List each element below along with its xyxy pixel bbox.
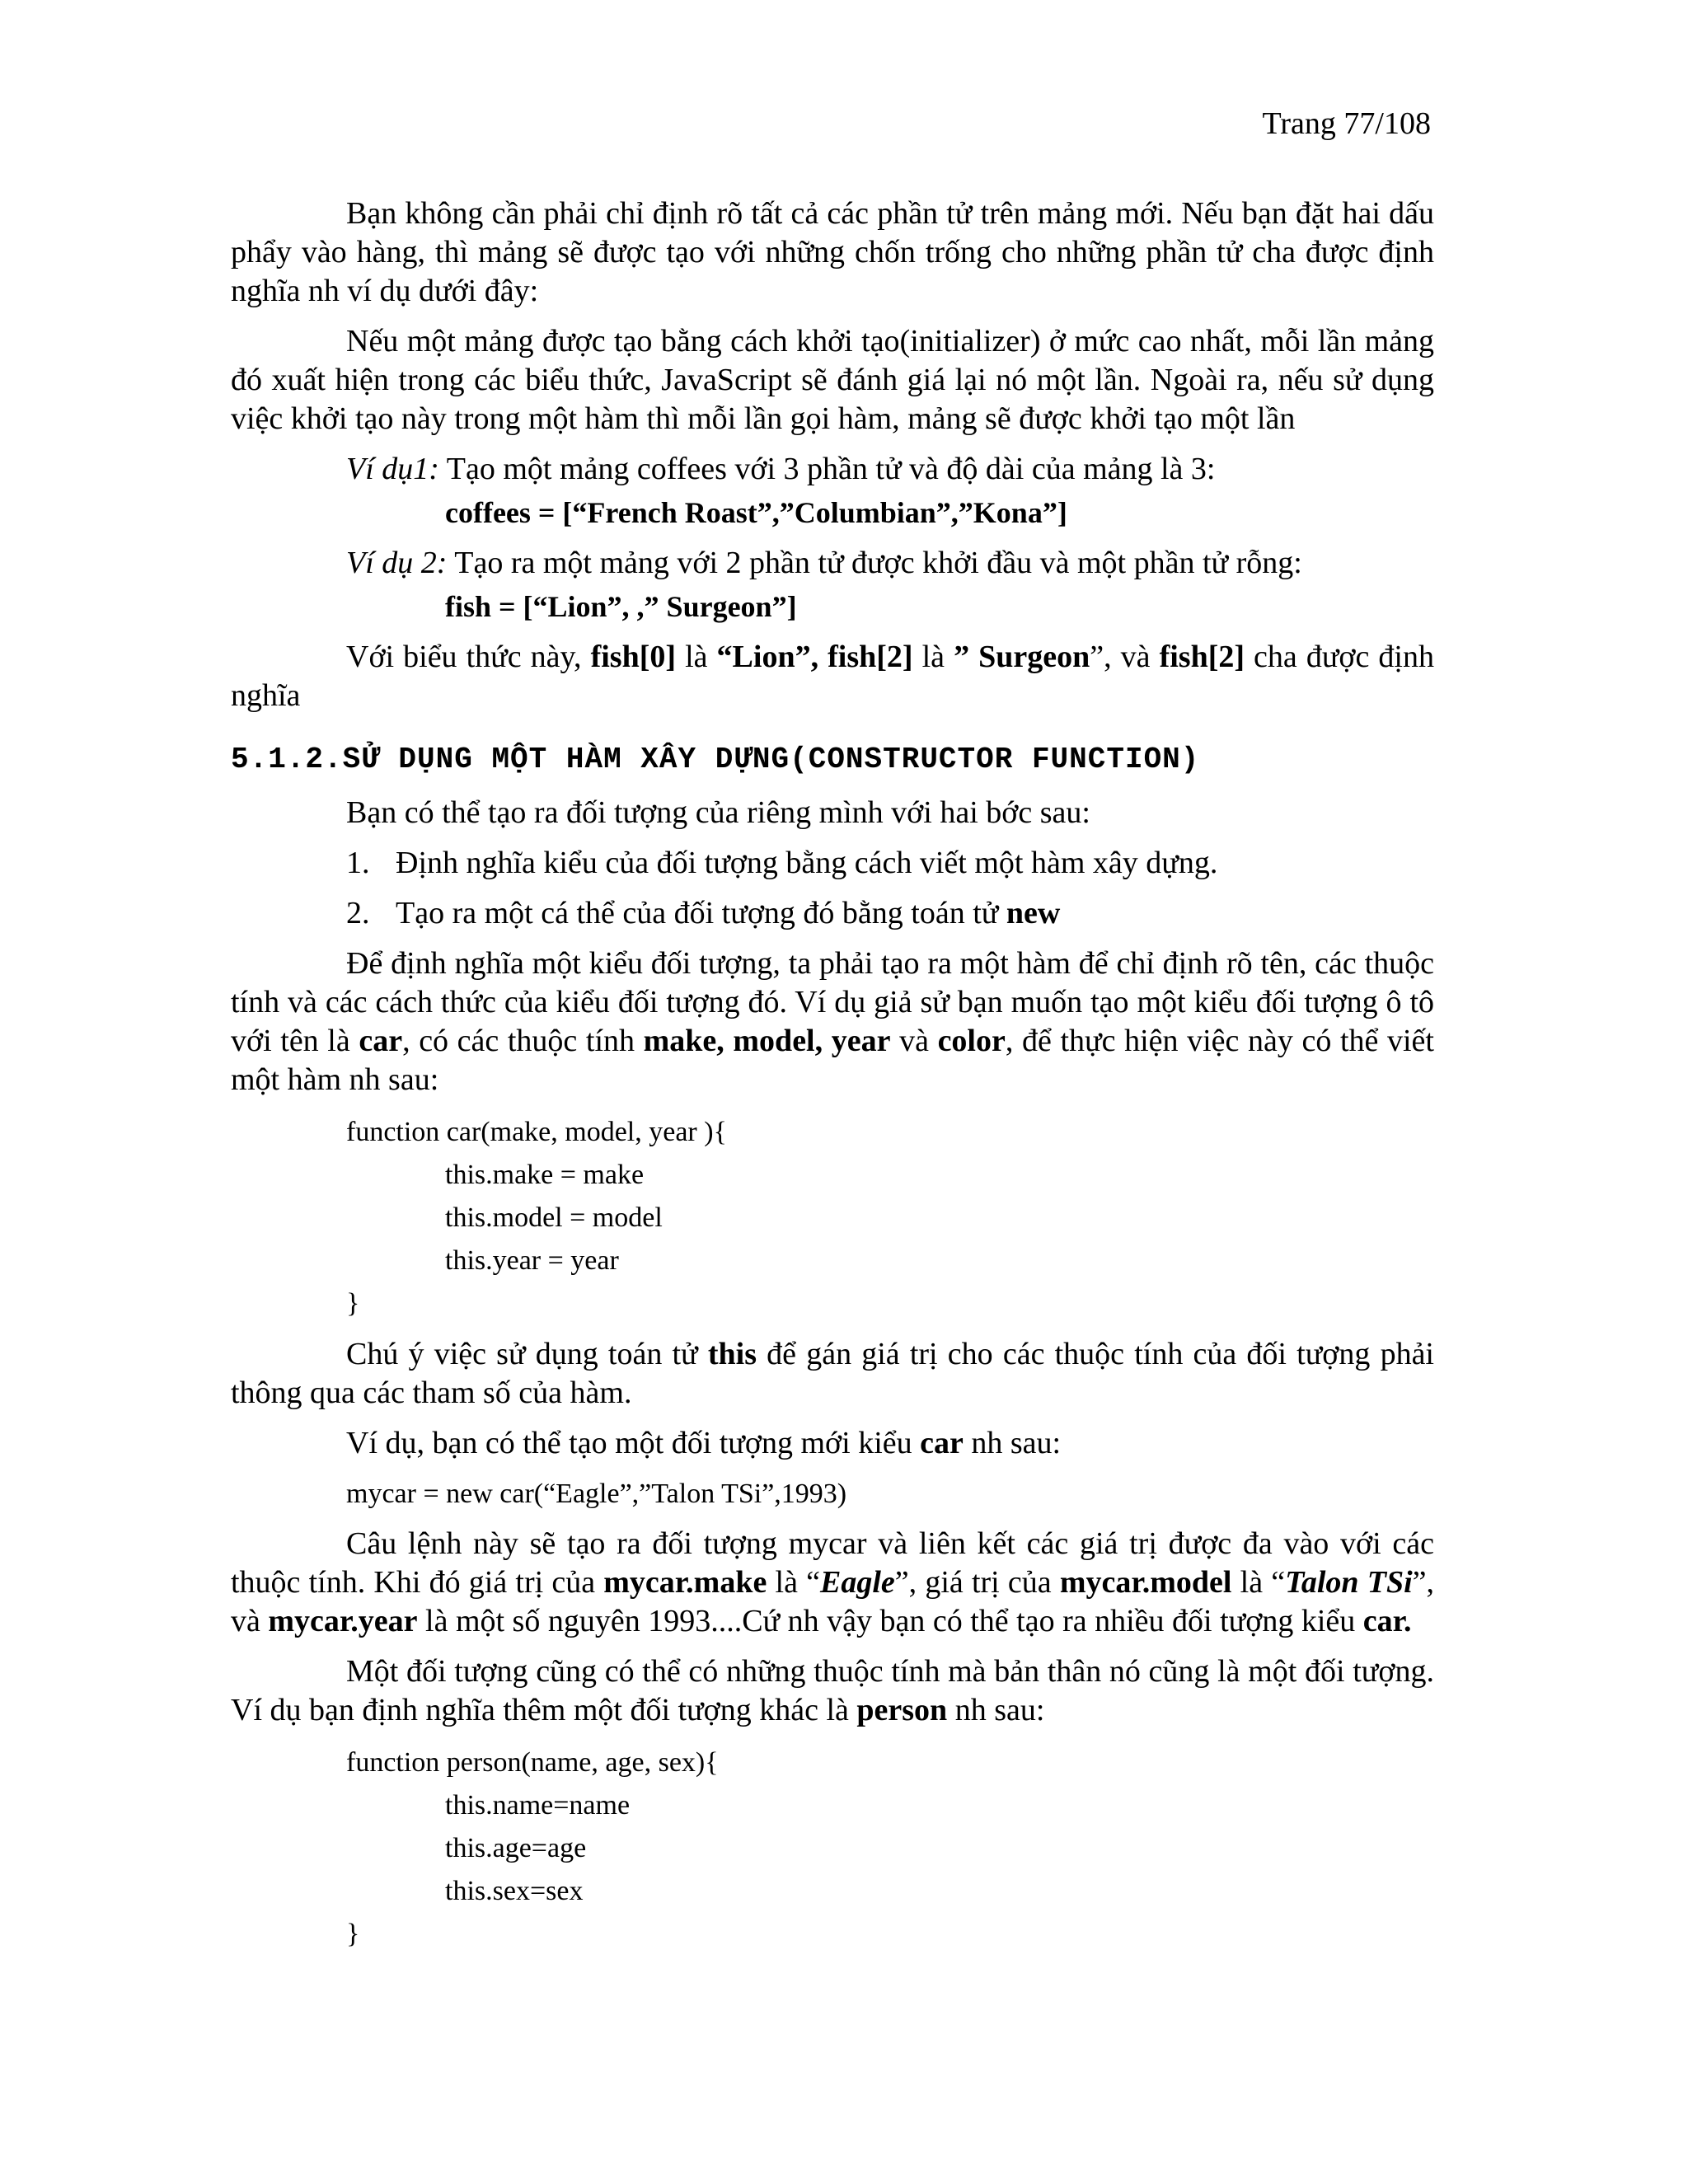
code-block-person [231,1741,1434,1956]
list-item: 1. Định nghĩa kiểu của đối tượng bằng cách viết một hàm xây dựng. [346,846,1218,880]
list-item: 2. Tạo ra một cá thể của đối tượng đó bằng toán tử new [346,896,1061,930]
code-line: this.model = model [445,1202,663,1233]
paragraph: Nếu một mảng được tạo bằng cách khởi tạo(initializer) ở mức cao nhất, mỗi lần mảng đó xuất hiện trong các biểu thức, JavaScript sẽ đánh giá lại nó một lần. Ngoài ra, nếu sử dụng việc khởi tạo này trong một hàm thì mỗi lần gọi hàm, mảng sẽ được khởi tạo một lần [231,324,1434,436]
code-line: this.sex=sex [445,1876,584,1906]
example-2: Ví dụ 2: Tạo ra một mảng với 2 phần tử được khởi đầu và một phần tử rỗng: [346,546,1302,580]
steps-list [231,844,1434,933]
example-1-code: coffees = [“French Roast”,”Columbian”,”Kona”] [445,496,1067,529]
code-line: function car(make, model, year ){ [346,1117,727,1147]
example-label: Ví dụ 2: [346,546,448,580]
paragraph: Bạn không cần phải chỉ định rõ tất cả các phần tử trên mảng mới. Nếu bạn đặt hai dấu phẩy vào hàng, thì mảng sẽ được tạo với những chốn trống cho những phần tử cha được định nghĩa nh ví dụ dưới đây: [231,196,1434,308]
code-line: mycar = new car(“Eagle”,”Talon TSi”,1993) [346,1479,847,1509]
paragraph: Bạn có thể tạo ra đối tượng của riêng mình với hai bớc sau: [346,795,1090,830]
code-line: } [346,1288,360,1319]
code-line: this.age=age [445,1833,587,1863]
page-number: Trang 77/108 [1262,106,1431,141]
code-line: this.name=name [445,1790,631,1821]
paragraph: Chú ý việc sử dụng toán tử this để gán giá trị cho các thuộc tính của đối tượng phải thông qua các tham số của hàm. [231,1337,1434,1410]
paragraph: Để định nghĩa một kiểu đối tượng, ta phải tạo ra một hàm để chỉ định rõ tên, các thuộc tính và các cách thức của kiểu đối tượng đó. Ví dụ giả sử bạn muốn tạo một kiểu đối tượng ô tô với tên là car, có các thuộc tính make, model, year và color, để thực hiện việc này có thể viết một hàm nh sau: [231,946,1434,1097]
paragraph: Câu lệnh này sẽ tạo ra đối tượng mycar và liên kết các giá trị được đa vào với các thuộc tính. Khi đó giá trị của mycar.make là “Eagle”, giá trị của mycar.model là “Talon TSi”, và mycar.year là một số nguyên 1993....Cứ nh vậy bạn có thể tạo ra nhiều đối tượng kiểu car. [231,1526,1435,1638]
code-line: function person(name, age, sex){ [346,1747,719,1778]
page-content [231,194,1434,1966]
code-block-car [231,1111,1434,1325]
code-line: this.year = year [445,1245,619,1276]
example-1: Ví dụ1: Tạo một mảng coffees với 3 phần tử và độ dài của mảng là 3: [346,452,1216,486]
example-label: Ví dụ1: [346,452,439,486]
code-line: this.make = make [445,1160,645,1190]
section-heading: 5.1.2.SỬ DỤNG MỘT HÀM XÂY DỰNG(CONSTRUCTOR FUNCTION) [231,743,1200,776]
paragraph: Ví dụ, bạn có thể tạo một đối tượng mới kiểu car nh sau: [346,1426,1062,1460]
code-line: } [346,1919,360,1949]
paragraph: Một đối tượng cũng có thể có những thuộc tính mà bản thân nó cũng là một đối tượng. Ví dụ bạn định nghĩa thêm một đối tượng khác là person nh sau: [231,1654,1434,1727]
example-2-code: fish = [“Lion”, ,” Surgeon”] [445,590,797,623]
paragraph: Với biểu thức này, fish[0] là “Lion”, fish[2] là ” Surgeon”, và fish[2] cha được định nghĩa [231,640,1434,713]
